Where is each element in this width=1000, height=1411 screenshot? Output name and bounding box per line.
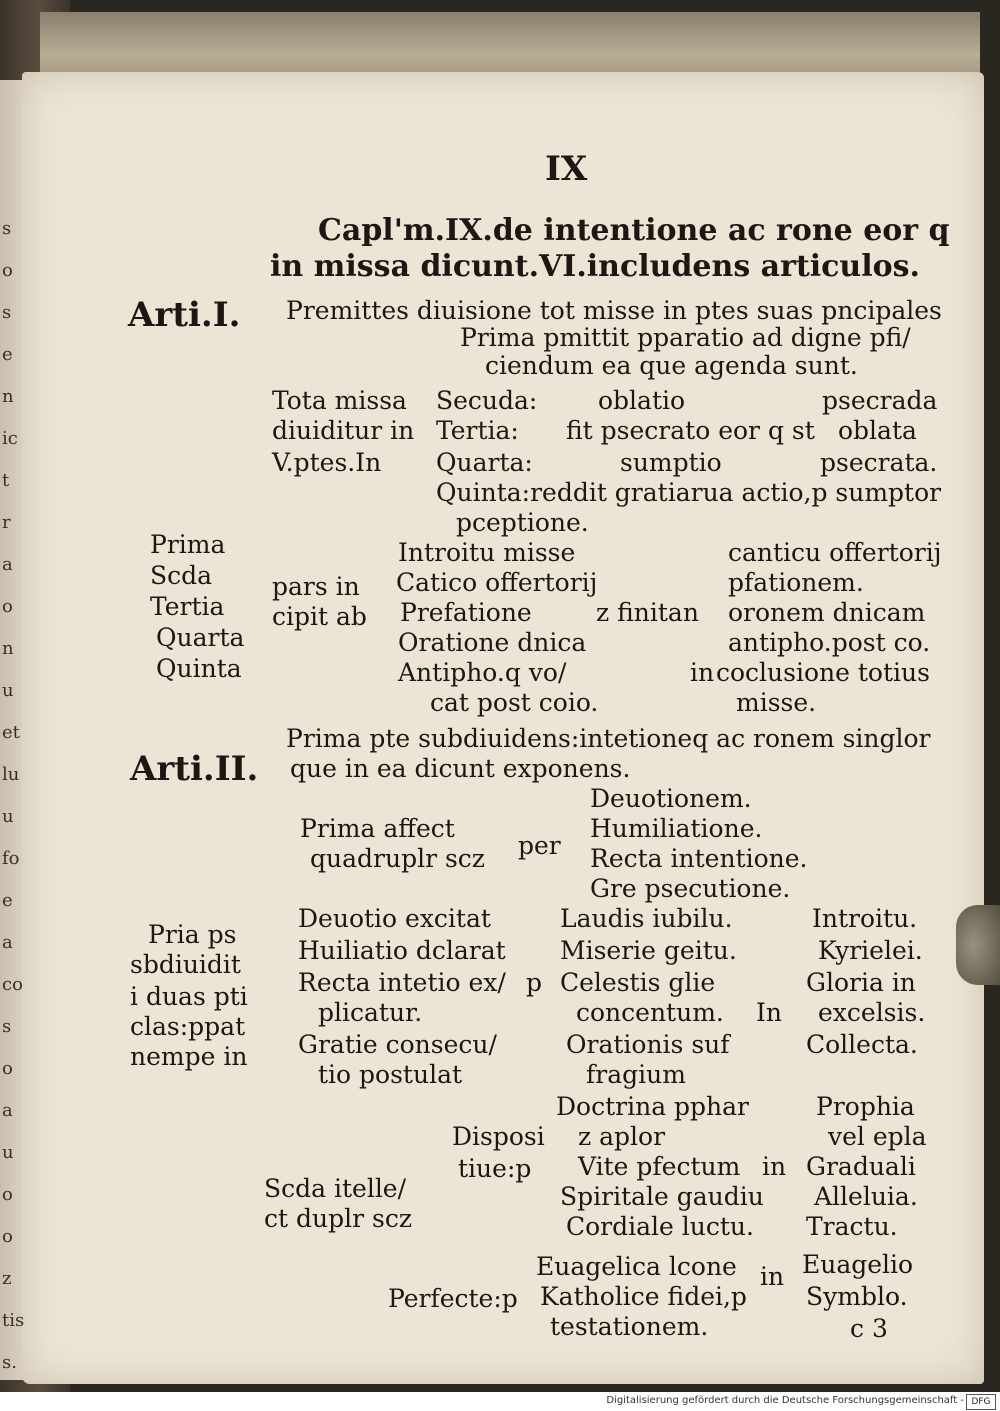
incipit-item: Antipho.q vo/ [398, 658, 567, 687]
arti1-line: Premittes diuisione tot misse in ptes suas pncipales [286, 296, 942, 325]
section3-col1: Gratie consecu/ [298, 1030, 497, 1059]
division-row: oblatio [598, 386, 686, 415]
affect-item: Humiliatione. [590, 814, 763, 843]
division-left: diuiditur in [272, 416, 415, 445]
affect-item: Recta intentione. [590, 844, 808, 873]
section3-col2: fragium [586, 1060, 686, 1089]
section3-p: p [526, 968, 543, 997]
section3-col2: Celestis glie [560, 968, 716, 997]
section3-col3: Introitu. [812, 904, 918, 933]
section5-in: in [760, 1262, 785, 1291]
section3-col1: plicatur. [318, 998, 423, 1027]
footer-credit: Digitalisierung gefördert durch die Deutsche Forschungsgemeinschaft - [606, 1395, 964, 1406]
section3-col1: Huiliatio dclarat [298, 936, 506, 965]
left-page-fragment: tis [2, 1310, 25, 1331]
section3-col1: Deuotio excitat [298, 904, 491, 933]
end-item: canticu offertorij [728, 538, 942, 567]
section4-col3: Tractu. [806, 1212, 898, 1241]
section4-dispo: Disposi [452, 1122, 545, 1151]
section4-scda: Scda itelle/ [264, 1174, 407, 1203]
end-item: pfationem. [728, 568, 864, 597]
section5-col3: Euagelio [802, 1250, 914, 1279]
section3-col2: Orationis suf [566, 1030, 730, 1059]
left-page-fragment: o [2, 1226, 13, 1247]
section4-col2: Spiritale gaudiu [560, 1182, 764, 1211]
left-page-fragment: lu [2, 764, 20, 785]
incipit-item: cat post coio. [430, 688, 599, 717]
left-page-fragment: fo [2, 848, 20, 869]
left-page-fragment: u [2, 806, 14, 827]
division-mid: Quinta:reddit gratiarua actio,p sumptor [436, 478, 942, 507]
left-page-fragment: s [2, 1016, 12, 1037]
affect-item: Deuotionem. [590, 784, 752, 813]
section4-col2: z aplor [578, 1122, 666, 1151]
part-label: Quinta [156, 654, 242, 683]
left-page-fragment: u [2, 680, 14, 701]
left-page-fragment: o [2, 1058, 13, 1079]
signature-mark: c 3 [850, 1314, 888, 1343]
section4-col3: Alleluia. [814, 1182, 918, 1211]
left-page-fragment: s. [2, 1352, 17, 1373]
end-item: misse. [736, 688, 817, 717]
left-page-fragment: r [2, 512, 11, 533]
left-page-fragment: z [2, 1268, 12, 1289]
division-mid: Secuda: [436, 386, 538, 415]
left-page-fragment: s [2, 302, 12, 323]
clasp [956, 905, 1000, 985]
left-page-fragment: et [2, 722, 20, 743]
section3-left: i duas pti [130, 982, 248, 1011]
per-label: per [518, 831, 561, 860]
left-page-fragment: n [2, 386, 14, 407]
division-row: psecrada [822, 386, 938, 415]
division-mid: pceptione. [456, 508, 589, 537]
incipit-item: Oratione dnica [398, 628, 587, 657]
part-label: Tertia [150, 592, 225, 621]
division-row: psecrata. [820, 448, 938, 477]
footer-bar [0, 1392, 1000, 1411]
article-1-label: Arti.I. [128, 295, 241, 335]
section3-col3: excelsis. [818, 998, 926, 1027]
part-label: Quarta [156, 623, 245, 652]
left-page-fragment: a [2, 554, 13, 575]
left-page-fragment: a [2, 1100, 13, 1121]
section4-dispo: tiue:p [458, 1154, 532, 1183]
section4-col3: vel epla [828, 1122, 927, 1151]
chapter-heading-line1: Capl'm.IX.de intentione ac rone eor q [318, 213, 950, 248]
division-row: fit psecrato eor q st [566, 416, 815, 445]
section4-col2: Doctrina pphar [556, 1092, 750, 1121]
division-left: Tota missa [272, 386, 407, 415]
section4-col3: Graduali [806, 1152, 916, 1181]
pars-label: pars in [272, 572, 360, 601]
article-2-label: Arti.II. [130, 749, 259, 789]
division-left: V.ptes.In [272, 448, 382, 477]
incipit-item: Introitu misse [398, 538, 576, 567]
part-label: Prima [150, 530, 226, 559]
section3-col2: Miserie geitu. [560, 936, 737, 965]
section5-col2: testationem. [550, 1312, 709, 1341]
section3-left: Pria ps [148, 920, 237, 949]
arti2-line: que in ea dicunt exponens. [290, 754, 631, 783]
left-page-fragment: a [2, 932, 13, 953]
part-label: Scda [150, 561, 213, 590]
section4-col3: Prophia [816, 1092, 915, 1121]
left-page-fragment: n [2, 638, 14, 659]
finitur-label: z finitan [596, 598, 699, 627]
section4-col2: Vite pfectum [578, 1152, 741, 1181]
dfg-logo: DFG [966, 1394, 996, 1410]
end-item: antipho.post co. [728, 628, 931, 657]
left-page-fragment: o [2, 1184, 13, 1205]
section5-col2: Katholice fidei,p [540, 1282, 747, 1311]
affect-label: quadruplr scz [310, 844, 485, 873]
section3-left: clas:ppat [130, 1012, 246, 1041]
section5-perfecte: Perfecte:p [388, 1284, 518, 1313]
section3-col3: Gloria in [806, 968, 916, 997]
section4-in: in [762, 1152, 787, 1181]
left-page-fragment: co [2, 974, 23, 995]
section3-left: sbdiuidit [130, 950, 241, 979]
arti1-line: ciendum ea que agenda sunt. [485, 351, 858, 380]
arti2-line: Prima pte subdiuidens:intetioneq ac ronem singlor [286, 724, 931, 753]
division-mid: Quarta: [436, 448, 533, 477]
pars-label: cipit ab [272, 602, 367, 631]
left-page-fragment: o [2, 596, 13, 617]
left-page-fragment: o [2, 260, 13, 281]
incipit-item: Catico offertorij [396, 568, 598, 597]
section3-col1: Recta intetio ex/ [298, 968, 506, 997]
end-item: coclusione totius [716, 658, 930, 687]
section4-col2: Cordiale luctu. [566, 1212, 754, 1241]
left-page-fragment: e [2, 890, 13, 911]
left-page-fragment: e [2, 344, 13, 365]
affect-label: Prima affect [300, 814, 455, 843]
incipit-item: Prefatione [400, 598, 532, 627]
left-page-fragment: s [2, 218, 12, 239]
affect-item: Gre psecutione. [590, 874, 791, 903]
division-row: oblata [838, 416, 917, 445]
left-page-fragment: ic [2, 428, 18, 449]
arti1-line: Prima pmittit pparatio ad digne pfi/ [460, 323, 911, 352]
division-row: sumptio [620, 448, 722, 477]
section3-col2: concentum. [576, 998, 724, 1027]
end-item: oronem dnicam [728, 598, 926, 627]
section3-left: nempe in [130, 1042, 248, 1071]
division-mid: Tertia: [436, 416, 519, 445]
section3-col1: tio postulat [318, 1060, 463, 1089]
chapter-heading-line2: in missa dicunt.VI.includens articulos. [270, 249, 920, 284]
left-page-fragment: u [2, 1142, 14, 1163]
finitur-label: in [690, 658, 715, 687]
section3-col3: Kyrielei. [818, 936, 923, 965]
page-number: IX [545, 149, 588, 189]
left-page-fragment: t [2, 470, 10, 491]
section3-in: In [756, 998, 782, 1027]
section5-col2: Euagelica lcone [536, 1252, 737, 1281]
section3-col3: Collecta. [806, 1030, 918, 1059]
section3-col2: Laudis iubilu. [560, 904, 733, 933]
section5-col3: Symblo. [806, 1282, 908, 1311]
section4-scda: ct duplr scz [264, 1204, 412, 1233]
